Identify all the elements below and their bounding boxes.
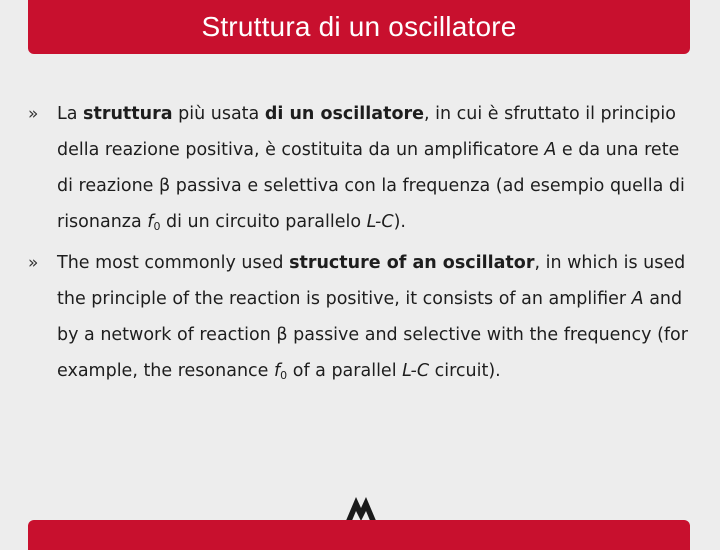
title-bar [28,0,690,54]
text-segment: A [631,289,644,309]
bullet-text [57,96,700,245]
text-segment: più usata [172,104,265,124]
text-segment: e da una rete di reazione β passiva e selettiva con la frequenza (ad esempio quella di risonanza [57,140,685,232]
bullet-english [28,245,700,394]
text-segment: and by a network of reaction β passive and selective with the frequency (for example, the resonance [57,289,688,381]
footer-bar [28,520,690,550]
text-segment: di un oscillatore [264,104,424,124]
text-segment: A [544,140,557,160]
bullet-marker: » [28,104,39,124]
text-segment: 0 [153,220,161,233]
text-segment: f [274,361,281,381]
text-segment: di un circuito parallelo [160,212,367,232]
text-segment: 0 [280,369,288,382]
bullet-italian [28,96,700,245]
text-segment: of a parallel [287,361,403,381]
text-segment: L-C [366,212,394,232]
text-segment: struttura [83,104,173,124]
text-segment: structure of an oscillator [289,253,535,273]
bullet-text [57,245,700,394]
text-segment: , in which is used the principle of the reaction is positive, it consists of an amplifier [57,253,686,309]
text-segment: circuit). [429,361,501,381]
text-segment: f [147,212,154,232]
text-segment: The most commonly used [57,253,290,273]
bullet-marker: » [28,253,39,273]
slide-body [28,96,700,394]
text-segment: La [57,104,84,124]
text-segment: ). [393,212,406,232]
text-segment: L-C [402,361,430,381]
text-segment: , in cui è sfruttato il principio della reazione positiva, è costituita da un amplificatore [57,104,676,160]
slide-title: Struttura di un oscillatore [201,11,517,42]
